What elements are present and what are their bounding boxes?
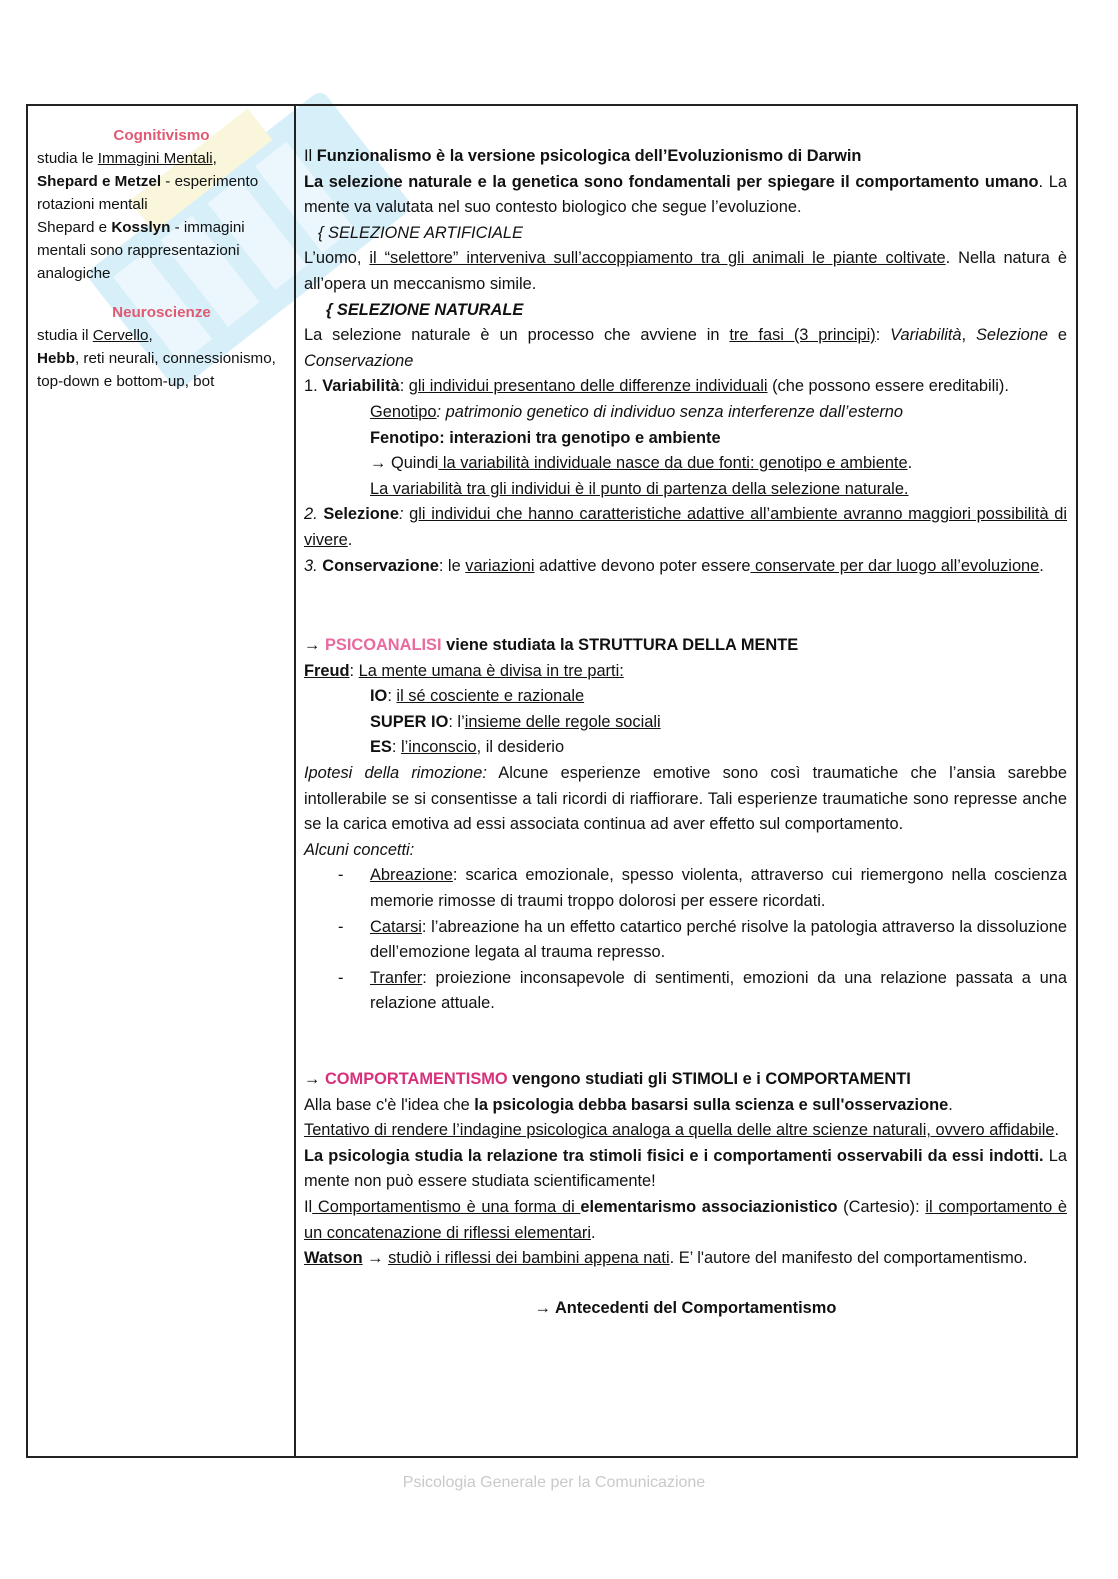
page-footer: Psicologia Generale per la Comunicazione bbox=[402, 1474, 706, 1491]
comportamentismo-heading: → COMPORTAMENTISMO vengono studiati gli STIMOLI e i COMPORTAMENTI bbox=[304, 1070, 911, 1088]
cognitivismo-title: Cognitivismo bbox=[113, 127, 210, 144]
freud-line: Freud: La mente umana è divisa in tre parti: bbox=[304, 661, 624, 680]
content-table bbox=[26, 104, 1078, 1458]
comp-line-2: Tentativo di rendere l’indagine psicologica analoga a quella delle altre scienze naturali, ovvero affidabile. bbox=[304, 1121, 1060, 1140]
es-line: ES: l’inconscio, il desiderio bbox=[370, 738, 565, 757]
selezione-item: 2. Selezione: gli individui che hanno caratteristiche adattive all’ambiente avranno maggiori possibilità di vivere. bbox=[304, 505, 1068, 549]
left-column bbox=[28, 106, 296, 1456]
psicoanalisi-heading: → PSICOANALISI viene studiata la STRUTTURA DELLA MENTE bbox=[304, 636, 799, 655]
list-item-catarsi: - Catarsi: l’abreazione ha un effetto catartico perché risolve la patologia attraverso la dissoluzione dell’emozione legata al trauma represso. bbox=[338, 917, 1067, 962]
comp-line-3: La psicologia studia la relazione tra stimoli fisici e i comportamenti osservabili da essi indotti. La mente non può essere studiata scientificamente! bbox=[304, 1146, 1067, 1191]
concetti-label: Alcuni concetti: bbox=[304, 840, 415, 859]
list-item-abreazione: - Abreazione: scarica emozionale, spesso violenta, attraverso cui riemergono nella coscienza memorie rimosse di traumi troppo dolorosi per essere ricordati. bbox=[338, 866, 1067, 911]
quindi-line: → Quindi la variabilità individuale nasce da due fonti: genotipo e ambiente. bbox=[370, 454, 913, 473]
antecedenti-heading: → Antecedenti del Comportamentismo bbox=[534, 1298, 837, 1317]
selezione-artificiale-text: L’uomo, il “selettore” interveniva sull’accoppiamento tra gli animali le piante coltivate. Nella natura è all’opera un meccanismo simile. bbox=[304, 249, 1067, 293]
rimozione-paragraph: Ipotesi della rimozione: Alcune esperienze emotive sono così traumatiche che l’ansia sarebbe intollerabile se si consentisse a tali ricordi di riaffiorare. Tali esperienze traumatiche sono represse anche se la carica emotiva ad essi associata continua ad aver effetto sul comportamento. bbox=[304, 764, 1067, 834]
variabilita-conclusion: La variabilità tra gli individui è il punto di partenza della selezione naturale. bbox=[370, 479, 909, 498]
right-column bbox=[296, 106, 1076, 1456]
list-item-tranfer: - Tranfer: proiezione inconsapevole di sentimenti, emozioni da una relazione passata a una relazione attuale. bbox=[338, 968, 1067, 1013]
funzionalismo-heading: Il Funzionalismo è la versione psicologica dell’Evoluzionismo di Darwin bbox=[304, 147, 862, 165]
neuroscienze-line: studia il Cervello, bbox=[37, 327, 153, 344]
cognitivismo-line: studia le Immagini Mentali, bbox=[37, 150, 217, 167]
io-line: IO: il sé cosciente e razionale bbox=[370, 687, 585, 706]
watson-line: Watson → studiò i riflessi dei bambini appena nati. E’ l'autore del manifesto del comportamentismo. bbox=[304, 1249, 1028, 1268]
variabilita-item: 1. Variabilità: gli individui presentano delle differenze individuali (che possono essere ereditabili). bbox=[304, 377, 1009, 396]
comp-line-1: Alla base c'è l'idea che la psicologia debba basarsi sulla scienza e sull'osservazione. bbox=[304, 1095, 953, 1114]
shepard-metzel-line: Shepard e Metzel - esperimento rotazioni mentali bbox=[37, 173, 259, 213]
neuroscienze-title: Neuroscienze bbox=[112, 304, 211, 321]
conservazione-item: 3. Conservazione: le variazioni adattive devono poter essere conservate per dar luogo all’evoluzione. bbox=[304, 556, 1044, 575]
fenotipo-line: Fenotipo: interazioni tra genotipo e ambiente bbox=[370, 428, 721, 447]
genotipo-line: Genotipo: patrimonio genetico di individuo senza interferenze dall’esterno bbox=[370, 402, 904, 421]
selezione-artificiale-title: { SELEZIONE ARTIFICIALE bbox=[318, 223, 523, 242]
selezione-naturale-title: { SELEZIONE NATURALE bbox=[326, 300, 524, 319]
kosslyn-line: Shepard e Kosslyn - immagini mentali sono rappresentazioni analogiche bbox=[37, 219, 245, 282]
comp-line-4: Il Comportamentismo è una forma di elementarismo associazionistico (Cartesio): il comportamento è un concatenazione di riflessi elementari. bbox=[304, 1197, 1067, 1242]
selezione-naturale-text: La selezione naturale è un processo che avviene in tre fasi (3 principi): Variabilità, Selezione e Conservazione bbox=[304, 326, 1068, 370]
super-io-line: SUPER IO: l’insieme delle regole sociali bbox=[370, 712, 661, 731]
selezione-intro: La selezione naturale e la genetica sono fondamentali per spiegare il comportamento umano. La mente va valutata nel suo contesto biologico che segue l’evoluzione. bbox=[304, 172, 1067, 217]
hebb-line: Hebb, reti neurali, connessionismo, top-down e bottom-up, bot bbox=[37, 350, 276, 390]
